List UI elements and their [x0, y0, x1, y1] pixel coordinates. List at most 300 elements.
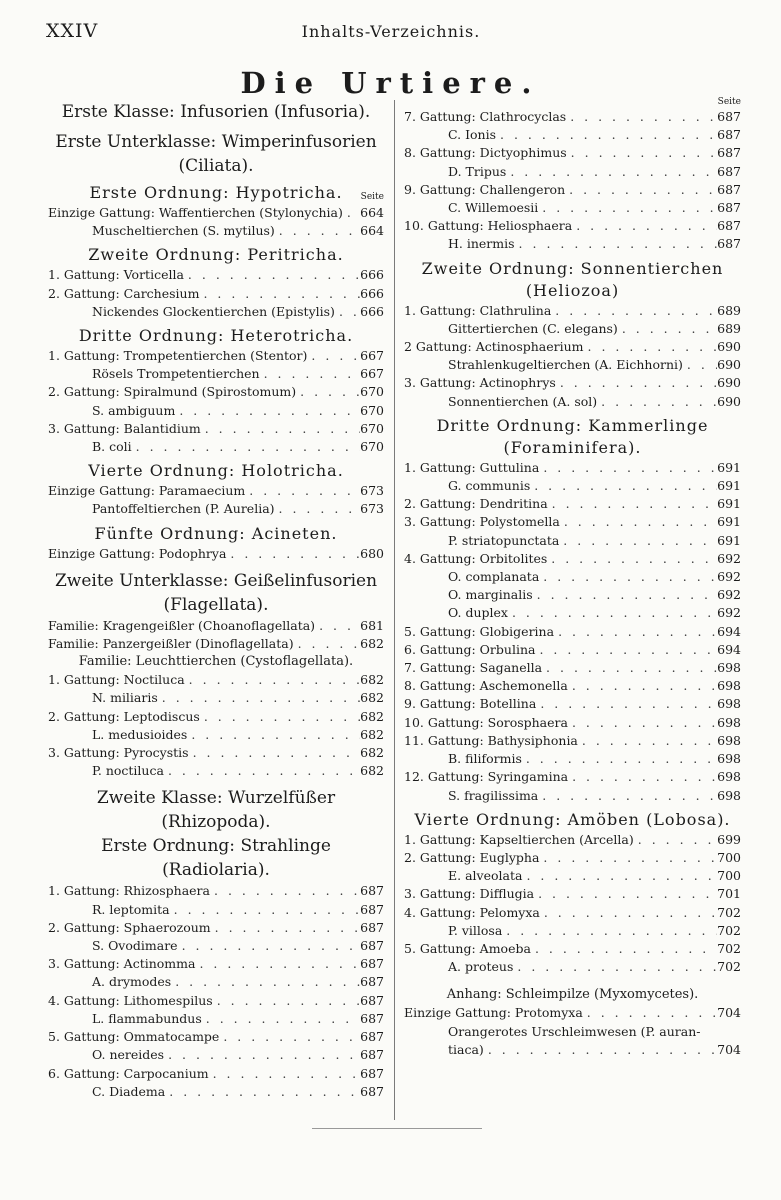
toc-entry [48, 617, 384, 635]
entry-text: 4. Gattung: Orbitolites [404, 550, 548, 566]
entry-text: 3. Gattung: Polystomella [404, 514, 560, 530]
toc-entry [404, 586, 741, 604]
toc-entry [48, 937, 384, 955]
entry-text: 10. Gattung: Sorosphaera [404, 714, 568, 730]
entry-text: C. Ionis [448, 127, 496, 143]
entry-text: L. flammabundus [92, 1010, 202, 1026]
page-ref: 690 [717, 375, 741, 391]
entry-text: Strahlenkugeltierchen (A. Eichhorni) [448, 357, 683, 373]
page-ref: 682 [360, 745, 384, 761]
entry-text: 1. Gattung: Kapseltierchen (Arcella) [404, 831, 634, 847]
leader-dots [200, 708, 360, 726]
toc-entry [404, 550, 741, 568]
entry-text: tiaca) [448, 1041, 484, 1057]
page-ref: 681 [360, 617, 384, 633]
entry-text: 10. Gattung: Heliosphaera [404, 218, 573, 234]
order-heading-heliozoa-latin: (Heliozoa) [525, 280, 620, 300]
toc-entry [48, 992, 384, 1010]
leader-dots [539, 459, 717, 477]
entry-text: O. complanata [448, 569, 540, 585]
toc-entry [404, 831, 741, 849]
leader-dots [484, 1041, 717, 1059]
leader-dots [275, 222, 360, 240]
page-ref: 687 [360, 974, 384, 990]
entry-text: Familie: Kragengeißler (Choanoflagellata) [48, 617, 316, 633]
toc-entry [404, 235, 741, 253]
page-ref: 664 [360, 223, 384, 239]
page-ref: 673 [360, 483, 384, 499]
leader-dots [568, 714, 717, 732]
entry-text: 7. Gattung: Saganella [404, 660, 543, 676]
leader-dots [508, 604, 717, 622]
page-ref: 698 [717, 787, 741, 803]
entry-text: Gittertierchen (C. elegans) [448, 320, 618, 336]
leader-dots [567, 144, 717, 162]
leader-dots [548, 495, 717, 513]
entry-text: 1. Gattung: Clathrulina [404, 302, 552, 318]
entry-text: E. alveolata [448, 868, 523, 884]
entry-text: 1. Gattung: Vorticella [48, 267, 184, 283]
toc-entry [48, 204, 384, 222]
page-ref: 700 [717, 868, 741, 884]
entry-text: 2. Gattung: Leptodiscus [48, 708, 200, 724]
leader-dots [538, 199, 717, 217]
page-ref: 687 [360, 883, 384, 899]
leader-dots [189, 744, 360, 762]
entry-text: 3. Gattung: Actinophrys [404, 375, 556, 391]
leader-dots [634, 831, 717, 849]
toc-entry [404, 477, 741, 495]
leader-dots [184, 266, 360, 284]
entry-text: Muscheltierchen (S. mytilus) [92, 223, 275, 239]
entry-text: L. medusioides [92, 726, 188, 742]
entry-text: 3. Gattung: Difflugia [404, 886, 535, 902]
toc-entry [404, 1041, 741, 1059]
toc-entry [48, 383, 384, 401]
right-column [404, 97, 741, 1059]
toc-entry [48, 285, 384, 303]
leader-dots [164, 762, 360, 780]
entry-text: 8. Gattung: Dictyophimus [404, 145, 567, 161]
footer-rule [312, 1128, 482, 1129]
entry-list [48, 671, 384, 780]
order-heading-acineten: Fünfte Ordnung: Acineten. [94, 523, 338, 543]
toc-entry [48, 482, 384, 500]
entry-text: 2. Gattung: Spiralmund (Spirostomum) [48, 384, 297, 400]
toc-entry [404, 568, 741, 586]
leader-dots [209, 1065, 360, 1083]
leader-dots [496, 126, 717, 144]
entry-text: P. villosa [448, 922, 503, 938]
leader-dots [538, 787, 717, 805]
toc-entry [404, 126, 741, 144]
leader-dots [296, 383, 360, 401]
page-ref: 682 [360, 672, 384, 688]
page-ref: 687 [717, 109, 741, 124]
toc-entry [404, 217, 741, 235]
toc-entry [404, 356, 741, 374]
toc-entry [48, 973, 384, 991]
leader-dots [343, 204, 360, 222]
order-heading-hypotricha: Erste Ordnung: Hypotricha. [89, 183, 343, 202]
entry-text: Nickendes Glockentierchen (Epistylis) [92, 303, 335, 319]
entry-text: C. Diadema [92, 1083, 166, 1099]
leader-dots [551, 302, 717, 320]
class-heading-rhizopoda: Zweite Klasse: Wurzelfüßer (Rhizopoda). [96, 788, 336, 833]
entry-text: 8. Gattung: Aschemonella [404, 678, 568, 694]
toc-entry [48, 222, 384, 240]
page-ref: 687 [360, 919, 384, 935]
entry-list [48, 882, 384, 1100]
leader-dots [506, 163, 717, 181]
page-ref: 692 [717, 605, 741, 621]
page-ref: 689 [717, 320, 741, 336]
leader-dots [502, 922, 717, 940]
order-heading-row [48, 182, 384, 204]
toc-entry [404, 695, 741, 713]
page-ref: 666 [360, 267, 384, 283]
toc-entry [404, 623, 741, 641]
page-ref: 702 [717, 959, 741, 975]
toc-entry [404, 732, 741, 750]
page-ref: 687 [360, 1010, 384, 1026]
page-ref: 687 [717, 218, 741, 234]
leader-dots [540, 904, 717, 922]
toc-entry [48, 708, 384, 726]
entry-text: C. Willemoesii [448, 200, 539, 216]
page-ref: 689 [717, 302, 741, 318]
order-heading-foraminifera: Dritte Ordnung: Kammerlinge [436, 415, 709, 435]
page-ref: 687 [360, 992, 384, 1008]
leader-dots [560, 513, 717, 531]
leader-dots [556, 374, 717, 392]
leader-dots [547, 550, 717, 568]
entry-text: P. noctiluca [92, 763, 164, 779]
leader-dots [618, 320, 717, 338]
toc-entry [404, 677, 741, 695]
entry-text: 11. Gattung: Bathysiphonia [404, 732, 578, 748]
toc-entry [404, 163, 741, 181]
page-ref: 682 [360, 726, 384, 742]
toc-entry [48, 500, 384, 518]
entry-text: 2 Gattung: Actinosphaerium [404, 339, 584, 355]
toc-entry [48, 1010, 384, 1028]
leader-dots [170, 901, 360, 919]
page-ref: 698 [717, 696, 741, 712]
leader-dots [185, 671, 360, 689]
toc-entry [48, 762, 384, 780]
leader-dots [531, 940, 717, 958]
toc-entry [404, 787, 741, 805]
leader-dots [539, 568, 717, 586]
entry-text: H. inermis [448, 236, 515, 252]
page-ref: 687 [360, 1083, 384, 1099]
leader-dots [335, 303, 360, 321]
page-header [46, 20, 736, 44]
leader-dots [572, 217, 717, 235]
page-ref: 691 [717, 478, 741, 494]
leader-dots [294, 635, 360, 653]
toc-entry [404, 144, 741, 162]
toc-entry [404, 108, 741, 126]
entry-text: S. ambiguum [92, 402, 176, 418]
class-heading-infusoria: Erste Klasse: Infusorien (Infusoria). [61, 102, 371, 122]
leader-dots [275, 500, 360, 518]
leader-dots [539, 849, 717, 867]
entry-text: R. leptomita [92, 901, 170, 917]
entry-text: Einzige Gattung: Podophrya [48, 545, 227, 561]
toc-entry [404, 320, 741, 338]
toc-entry [404, 922, 741, 940]
page-ref: 691 [717, 532, 741, 548]
leader-dots [522, 867, 717, 885]
leader-dots [226, 545, 360, 563]
entry-list [48, 347, 384, 456]
page-ref: 700 [717, 849, 741, 865]
entry-text: B. coli [92, 439, 132, 455]
entry-list [404, 302, 741, 411]
appendix-heading-myxomycetes: Anhang: Schleimpilze (Myxomycetes). [446, 987, 699, 1003]
page-ref: 692 [717, 569, 741, 585]
leader-dots [554, 623, 717, 641]
subclass-heading-ciliata-latin: (Ciliata). [178, 156, 254, 176]
toc-entry [404, 885, 741, 903]
toc-entry [48, 744, 384, 762]
entry-text: O. duplex [448, 605, 508, 621]
toc-entry [48, 1065, 384, 1083]
entry-text: 1. Gattung: Guttulina [404, 459, 540, 475]
toc-entry [404, 659, 741, 677]
toc-entry [404, 714, 741, 732]
leader-dots [597, 393, 717, 411]
toc-entry [48, 365, 384, 383]
toc-entry [404, 1004, 741, 1022]
leader-dots [513, 958, 717, 976]
entry-text: 2. Gattung: Carchesium [48, 285, 200, 301]
toc-entry [48, 955, 384, 973]
page-ref: 682 [360, 690, 384, 706]
leader-dots [164, 1046, 360, 1064]
toc-entry [404, 849, 741, 867]
page-ref: 698 [717, 732, 741, 748]
entry-text: P. striatopunctata [448, 532, 560, 548]
order-heading-heterotricha: Dritte Ordnung: Heterotricha. [78, 326, 354, 346]
leader-dots [158, 689, 360, 707]
entry-list [48, 617, 384, 653]
page-ref: 687 [717, 200, 741, 216]
leader-dots [536, 695, 717, 713]
toc-entry [48, 689, 384, 707]
page-ref: 670 [360, 420, 384, 436]
leader-dots [178, 937, 360, 955]
page-ref: 667 [360, 366, 384, 382]
entry-text: 4. Gattung: Pelomyxa [404, 904, 540, 920]
page-ref: 670 [360, 439, 384, 455]
toc-entry [48, 919, 384, 937]
leader-dots [522, 750, 717, 768]
page-ref: 687 [360, 1029, 384, 1045]
entry-text: 2. Gattung: Sphaerozoum [48, 919, 211, 935]
page-ref: 692 [717, 550, 741, 566]
leader-dots [307, 347, 360, 365]
entry-text: 9. Gattung: Botellina [404, 696, 537, 712]
order-heading-peritricha: Zweite Ordnung: Peritricha. [88, 245, 344, 265]
toc-entry [48, 1028, 384, 1046]
entry-text: 7. Gattung: Clathrocyclas [404, 109, 567, 124]
toc-entry [48, 303, 384, 321]
entry-list [48, 204, 384, 240]
order-heading-holotricha: Vierte Ordnung: Holotricha. [88, 461, 344, 481]
page-ref: 692 [717, 587, 741, 603]
page-ref: 690 [717, 339, 741, 355]
page-ref: 698 [717, 751, 741, 767]
entry-list [48, 545, 384, 563]
entry-text: 5. Gattung: Amoeba [404, 940, 531, 956]
entry-text: A. drymodes [92, 974, 172, 990]
leader-dots [165, 1083, 360, 1101]
toc-entry [48, 726, 384, 744]
entry-text: 5. Gattung: Globigerina [404, 623, 555, 639]
entry-text: 12. Gattung: Syringamina [404, 769, 569, 785]
toc-entry [404, 532, 741, 550]
toc-entry [48, 347, 384, 365]
page-ref: 704 [717, 1005, 741, 1021]
leader-dots [245, 482, 360, 500]
page-ref: 690 [717, 393, 741, 409]
leader-dots [566, 108, 717, 126]
entry-text: Rösels Trompetentierchen [92, 366, 260, 382]
page-ref: 698 [717, 769, 741, 785]
toc-entry [404, 199, 741, 217]
leader-dots [559, 532, 717, 550]
page-ref: 691 [717, 514, 741, 530]
leader-dots [565, 181, 717, 199]
toc-entry [48, 420, 384, 438]
leader-dots [199, 285, 360, 303]
leader-dots [260, 365, 360, 383]
toc-entry [48, 1046, 384, 1064]
entry-text: 1. Gattung: Trompetentierchen (Stentor) [48, 348, 308, 364]
leader-dots [542, 659, 717, 677]
column-divider [394, 100, 395, 1120]
entry-text: Familie: Panzergeißler (Dinoflagellata) [48, 636, 294, 652]
toc-entry [48, 901, 384, 919]
running-title: Inhalts-Verzeichnis. [301, 22, 481, 41]
entry-text: O. marginalis [448, 587, 533, 603]
page-ref: 687 [360, 1065, 384, 1081]
toc-entry [404, 641, 741, 659]
leader-dots [211, 919, 360, 937]
leader-dots [132, 438, 360, 456]
entry-text: 6. Gattung: Carpocanium [48, 1065, 209, 1081]
page-ref: 680 [360, 545, 384, 561]
family-heading-cystoflagellata: Familie: Leuchttierchen (Cystoflagellata). [78, 654, 354, 670]
entry-text: D. Tripus [448, 163, 507, 179]
page-ref: 670 [360, 402, 384, 418]
leader-dots [533, 586, 717, 604]
toc-entry [48, 266, 384, 284]
entry-text: O. nereides [92, 1047, 165, 1063]
toc-entry [404, 374, 741, 392]
page-ref: 699 [717, 831, 741, 847]
page-ref: 687 [717, 163, 741, 179]
leader-dots [515, 235, 717, 253]
page-ref: 687 [717, 236, 741, 252]
page-ref: 687 [360, 1047, 384, 1063]
page-ref: 701 [717, 886, 741, 902]
left-column [48, 100, 384, 1101]
page-ref: 704 [717, 1041, 741, 1057]
page-ref: 694 [717, 641, 741, 657]
entry-text: Einzige Gattung: Waffentierchen (Stylonychia) [48, 205, 343, 220]
entry-text: 1. Gattung: Rhizosphaera [48, 883, 210, 899]
page-ref: 702 [717, 940, 741, 956]
page-ref: 691 [717, 496, 741, 512]
toc-entry [48, 1083, 384, 1101]
order-heading-radiolaria: Erste Ordnung: Strahlinge (Radiolaria). [101, 836, 331, 881]
entry-text: 9. Gattung: Challengeron [404, 181, 566, 197]
toc-entry [404, 513, 741, 531]
page-ref: 687 [360, 956, 384, 972]
entry-text: S. fragilissima [448, 787, 539, 803]
page-ref: 698 [717, 714, 741, 730]
leader-dots [530, 477, 717, 495]
toc-entry [404, 940, 741, 958]
toc-entry [404, 338, 741, 356]
page-ref: 687 [717, 145, 741, 161]
entry-text: A. proteus [448, 959, 514, 975]
page-ref: 667 [360, 348, 384, 364]
toc-entry [404, 495, 741, 513]
entry-text: Einzige Gattung: Paramaecium [48, 483, 246, 499]
page-ref: 670 [360, 384, 384, 400]
entry-text: 6. Gattung: Orbulina [404, 641, 536, 657]
page-ref: 694 [717, 623, 741, 639]
entry-text: 2. Gattung: Euglypha [404, 849, 540, 865]
page-number: XXIV [46, 20, 99, 42]
page-ref: 702 [717, 904, 741, 920]
page-ref: 702 [717, 922, 741, 938]
toc-entry [48, 882, 384, 900]
subclass-heading-ciliata: Erste Unterklasse: Wimperinfusorien [55, 132, 377, 152]
toc-entry [404, 958, 741, 976]
leader-dots [535, 641, 717, 659]
page-ref: 682 [360, 763, 384, 779]
seite-label: Seite [717, 97, 741, 107]
toc-entry [404, 904, 741, 922]
page-ref: 682 [360, 636, 384, 652]
leader-dots [171, 973, 360, 991]
toc-entry [404, 750, 741, 768]
seite-label: Seite [360, 192, 384, 202]
toc-entry [404, 867, 741, 885]
entry-text: 5. Gattung: Ommatocampe [48, 1029, 220, 1045]
page-ref: 687 [717, 181, 741, 197]
leader-dots [568, 768, 717, 786]
toc-entry [404, 604, 741, 622]
leader-dots [210, 882, 360, 900]
toc-entry [404, 459, 741, 477]
toc-entry [48, 438, 384, 456]
entry-text: 3. Gattung: Balantidium [48, 420, 201, 436]
toc-entry [48, 545, 384, 563]
leader-dots [202, 1010, 360, 1028]
leader-dots [195, 955, 360, 973]
page-ref: 687 [360, 901, 384, 917]
page-ref: 698 [717, 678, 741, 694]
leader-dots [583, 1004, 717, 1022]
entry-text: G. communis [448, 478, 531, 494]
